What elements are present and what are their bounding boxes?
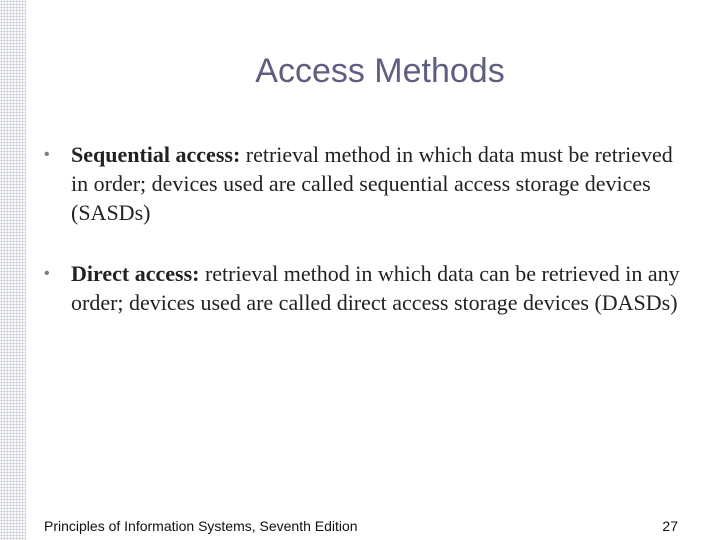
slide-footer: Principles of Information Systems, Seventh Edition (44, 518, 358, 534)
bullet-item-direct-access (40, 259, 680, 317)
bullet-term: Direct access: (71, 261, 200, 286)
bullet-icon: • (44, 265, 50, 282)
dotted-border-decoration (0, 0, 26, 540)
bullet-text: retrieval method in which data must be retrieved in order; devices used are called sequential access storage devices (SASDs) (71, 142, 673, 225)
bullet-icon: • (44, 146, 50, 163)
bullet-item-sequential-access (40, 140, 680, 227)
bullet-term: Sequential access: (71, 142, 241, 167)
page-number: 27 (662, 518, 678, 534)
bullet-list (40, 140, 680, 317)
bullet-text: retrieval method in which data can be retrieved in any order; devices used are called direct access storage devices (DASDs) (71, 261, 680, 315)
slide-title: Access Methods (255, 52, 505, 90)
